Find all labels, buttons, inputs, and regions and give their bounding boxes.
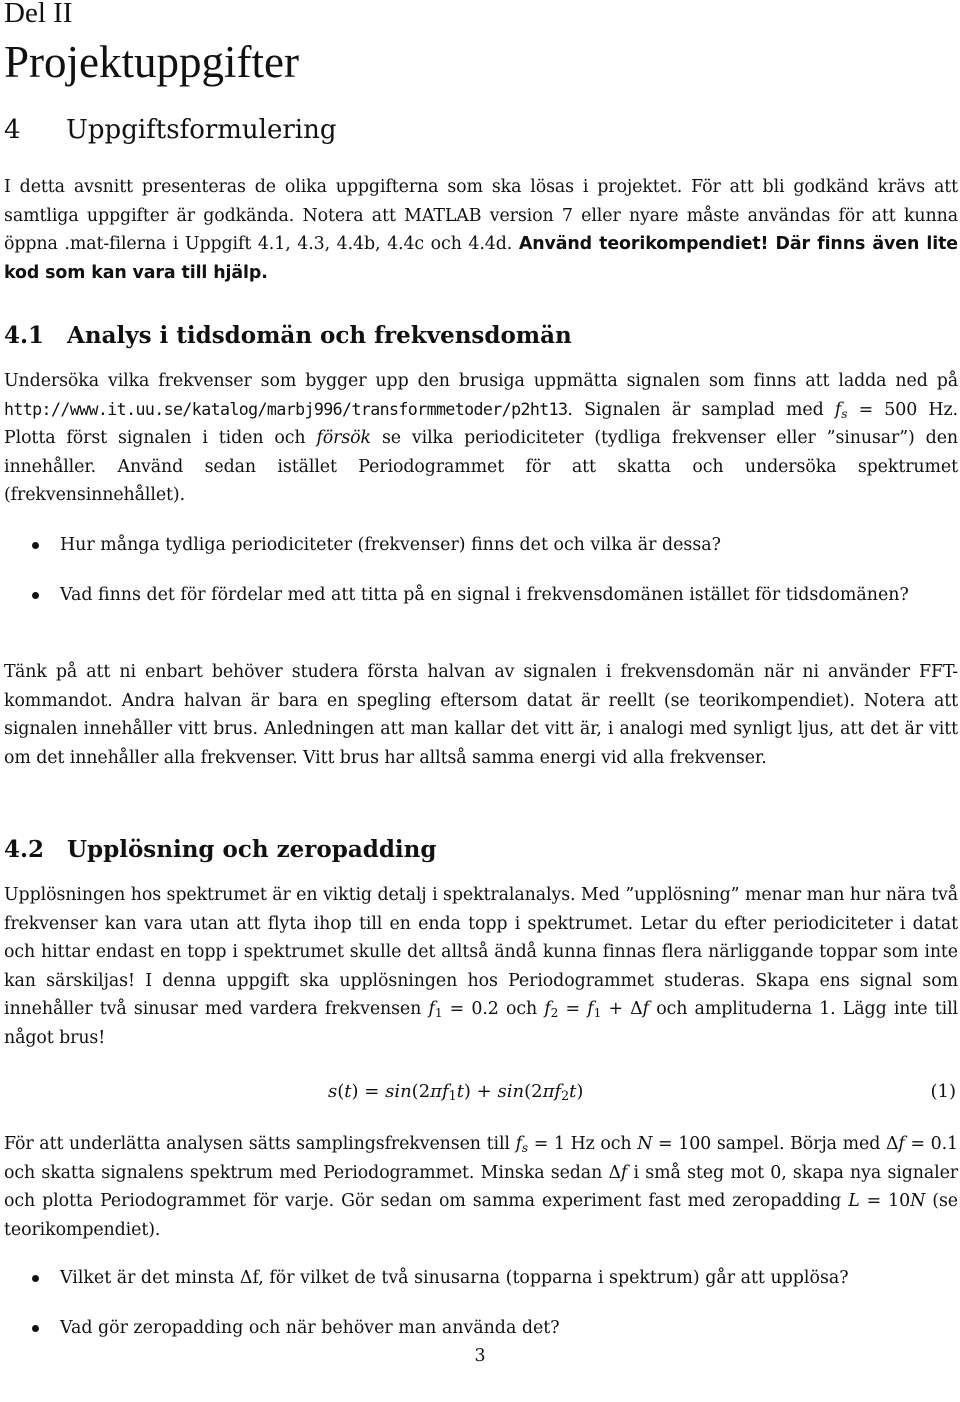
intro-text: I detta avsnitt presenteras de olika uppgifterna som ska lösas i projektet. För att bli godkänd krävs att samtliga uppgifter är godkända. Notera att MATLAB version 7 eller nyare måste användas för att kunna öppna .mat-filerna i Uppgift 4.1, 4.3, 4.4b, 4.4c och 4.4d. bbox=[4, 177, 958, 254]
text-run: + Δ bbox=[601, 999, 643, 1019]
list-item bbox=[4, 1264, 958, 1293]
section-4-1-body-2 bbox=[4, 658, 958, 772]
math-f: f bbox=[620, 1162, 628, 1183]
math-text: = 500 Hz bbox=[858, 399, 953, 420]
equation-number: (1) bbox=[930, 1081, 956, 1102]
subsection-title: Upplösning och zeropadding bbox=[67, 836, 437, 863]
text-run: Undersöka vilka frekvenser som bygger upp den brusiga uppmätta signalen som finns att ladda ned på bbox=[4, 371, 958, 391]
subsection-heading-4-2 bbox=[4, 836, 958, 864]
section-heading-4 bbox=[4, 114, 958, 146]
intro-bold-text: Använd teorikompendiet! Där finns även lite kod som kan vara till hjälp. bbox=[4, 234, 958, 283]
bullet-icon bbox=[32, 1325, 39, 1332]
math-f2: $f_2$ bbox=[544, 999, 559, 1021]
download-url[interactable]: http://www.it.uu.se/katalog/marbj996/transformmetoder/p2ht13 bbox=[4, 399, 568, 419]
text-run: = 1 Hz och bbox=[528, 1134, 638, 1154]
page-number: 3 bbox=[474, 1346, 486, 1366]
paragraph-4-2-a bbox=[4, 881, 958, 1052]
text-run: . Plotta först signalen i tiden och bbox=[4, 399, 959, 448]
text-run: = 0.2 och bbox=[442, 999, 545, 1019]
text-run: = 0.1 och skatta signalens spektrum med Periodogrammet. Minska sedan Δ bbox=[4, 1134, 958, 1183]
bullet-list-4-1-b bbox=[4, 581, 958, 610]
math-f: f bbox=[642, 999, 649, 1019]
math-f: f bbox=[898, 1134, 905, 1154]
section-4-2-body bbox=[4, 881, 958, 1052]
text-run: = 10 bbox=[859, 1191, 911, 1211]
math-f1-b: $f_1$ bbox=[587, 999, 602, 1021]
bullet-icon bbox=[32, 592, 39, 599]
paragraph-4-2-b bbox=[4, 1130, 958, 1244]
list-item bbox=[4, 1314, 958, 1343]
text-run: (se teorikompendiet). bbox=[4, 1191, 958, 1240]
text-run: = bbox=[558, 999, 588, 1019]
part-heading: Del II bbox=[4, 0, 73, 29]
equation-body: $s(t) = \sin(2\pi f_1t) + \sin(2\pi f_2t)$ bbox=[328, 1081, 584, 1104]
equation-1 bbox=[4, 1076, 958, 1108]
list-item-text: Hur många tydliga periodiciteter (frekvenser) finns det och vilka är dessa? bbox=[60, 535, 721, 555]
bullet-list-4-2 bbox=[4, 1264, 958, 1293]
math-f1: $f_1$ bbox=[428, 999, 443, 1021]
section-title: Uppgiftsformulering bbox=[66, 115, 337, 145]
math-l: L bbox=[848, 1191, 860, 1211]
list-item bbox=[4, 531, 958, 560]
list-item-text: Vilket är det minsta Δf, för vilket de två sinusarna (topparna i spektrum) går att upplösa? bbox=[60, 1268, 849, 1288]
section-4-2-body-2 bbox=[4, 1130, 958, 1244]
text-run: se vilka periodiciteter (tydliga frekvenser eller ”sinusar”) den innehåller. Använd sedan istället Periodogrammet för att skatta och undersöka spektrumet (frekvensinnehållet). bbox=[4, 428, 958, 505]
section-4-2 bbox=[4, 836, 958, 864]
bullet-icon bbox=[32, 1275, 39, 1282]
text-run: För att underlätta analysen sätts samplingsfrekvensen till bbox=[4, 1134, 516, 1154]
bullet-list-4-2-b bbox=[4, 1314, 958, 1343]
subsection-heading-4-1 bbox=[4, 322, 958, 350]
subsection-number: 4.1 bbox=[4, 322, 45, 349]
subsection-number: 4.2 bbox=[4, 836, 45, 863]
subsection-title: Analys i tidsdomän och frekvensdomän bbox=[67, 322, 572, 349]
paragraph-4-1-b: Tänk på att ni enbart behöver studera första halvan av signalen i frekvensdomän när ni använder FFT-kommandot. Andra halvan är bara en spegling eftersom datat är reellt (se teorikompendiet). Notera att signalen innehåller vitt brus. Anledningen att man kallar det vitt är, i analogi med synligt ljus, att det är vitt om det innehåller alla frekvenser. Vitt brus har alltså samma energi vid alla frekvenser. bbox=[4, 662, 958, 768]
section-4-1-body bbox=[4, 367, 958, 510]
math-n: N bbox=[910, 1191, 926, 1211]
math-fs: $f_s$ bbox=[515, 1134, 529, 1156]
chapter-title: Projektuppgifter bbox=[4, 37, 299, 87]
bullet-icon bbox=[32, 542, 39, 549]
list-item-text: Vad gör zeropadding och när behöver man använda det? bbox=[60, 1318, 560, 1338]
section-4 bbox=[4, 114, 958, 146]
section-number: 4 bbox=[4, 115, 21, 145]
paragraph-4-1-a bbox=[4, 367, 958, 510]
text-run: i små steg mot 0, skapa nya signaler och plotta Periodogrammet för varje. Gör sedan om samma experiment fast med zeropadding bbox=[4, 1162, 958, 1211]
math-fs: $f_s = 500$ Hz bbox=[834, 399, 953, 421]
bullet-list-4-1 bbox=[4, 531, 958, 560]
intro-paragraph bbox=[4, 173, 958, 287]
list-item bbox=[4, 581, 958, 610]
text-run: och amplituderna 1. Lägg inte till något brus! bbox=[4, 999, 958, 1048]
italic-text: försök bbox=[316, 428, 371, 448]
section-4-1 bbox=[4, 322, 958, 350]
text-run: = 100 sampel. Börja med Δ bbox=[652, 1134, 899, 1154]
math-n: N bbox=[637, 1134, 653, 1154]
text-run: Upplösningen hos spektrumet är en viktig detalj i spektralanalys. Med ”upplösning” menar man hur nära två frekvenser kan vara utan att flyta ihop till en enda topp i spektrumet. Letar du efter periodiciteter i datat och hittar endast en topp i spektrumet skulle det alltså ändå kunna finnas flera närliggande toppar som inte kan särskiljas! I denna uppgift ska upplösningen hos Periodogrammet studeras. Skapa ens signal som innehåller två sinusar med vardera frekvensen bbox=[4, 885, 958, 1019]
list-item-text: Vad finns det för fördelar med att titta på en signal i frekvensdomänen istället för tidsdomänen? bbox=[60, 585, 909, 605]
text-run: . Signalen är samplad med bbox=[567, 399, 835, 420]
section-4-intro bbox=[4, 173, 958, 287]
